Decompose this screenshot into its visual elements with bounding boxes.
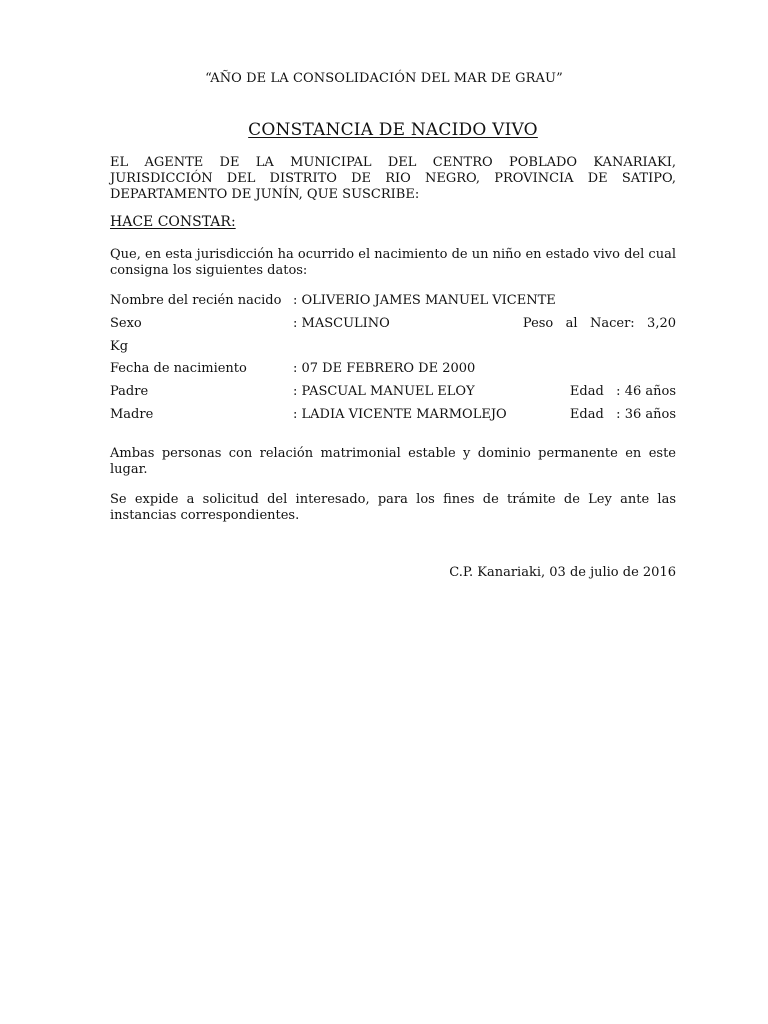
body-paragraph-2: Ambas personas con relación matrimonial estable y dominio permanente en este lugar. <box>110 446 676 477</box>
field-row-kg <box>110 338 676 356</box>
field-row-fecha <box>110 360 676 378</box>
field-peso: Peso al Nacer: 3,20 <box>522 316 676 331</box>
field-row-sexo <box>110 315 676 333</box>
field-label-nombre: Nombre del recién nacido <box>110 293 282 308</box>
hace-constar-heading: HACE CONSTAR: <box>110 214 236 230</box>
field-peso-unit: Kg <box>110 339 129 354</box>
field-row-madre <box>110 406 676 424</box>
field-edad-padre: Edad : 46 años <box>569 384 676 399</box>
document-title: CONSTANCIA DE NACIDO VIVO <box>248 120 538 140</box>
intro-paragraph: EL AGENTE DE LA MUNICIPAL DEL CENTRO POBLADO KANARIAKI, JURISDICCIÓN DEL DISTRITO DE RIO NEGRO, PROVINCIA DE SATIPO, DEPARTAMENTO DE JUNÍN, QUE SUSCRIBE: <box>110 155 676 202</box>
field-value-padre: : PASCUAL MANUEL ELOY <box>293 384 475 399</box>
field-value-fecha: : 07 DE FEBRERO DE 2000 <box>293 361 476 376</box>
field-label-madre: Madre <box>110 407 154 422</box>
field-label-sexo: Sexo <box>110 316 142 331</box>
field-value-nombre: : OLIVERIO JAMES MANUEL VICENTE <box>293 293 556 308</box>
field-row-nombre <box>110 292 676 310</box>
field-label-padre: Padre <box>110 384 149 399</box>
field-row-padre <box>110 383 676 401</box>
place-date-line: C.P. Kanariaki, 03 de julio de 2016 <box>449 565 676 580</box>
field-value-sexo: : MASCULINO <box>293 316 390 331</box>
body-paragraph-3: Se expide a solicitud del interesado, para los fines de trámite de Ley ante las instancias correspondientes. <box>110 492 676 523</box>
field-label-fecha: Fecha de nacimiento <box>110 361 247 376</box>
document-motto: “AÑO DE LA CONSOLIDACIÓN DEL MAR DE GRAU” <box>205 71 563 86</box>
body-paragraph-1: Que, en esta jurisdicción ha ocurrido el nacimiento de un niño en estado vivo del cual consigna los siguientes datos: <box>110 247 676 278</box>
field-value-madre: : LADIA VICENTE MARMOLEJO <box>293 407 507 422</box>
field-edad-madre: Edad : 36 años <box>569 407 676 422</box>
